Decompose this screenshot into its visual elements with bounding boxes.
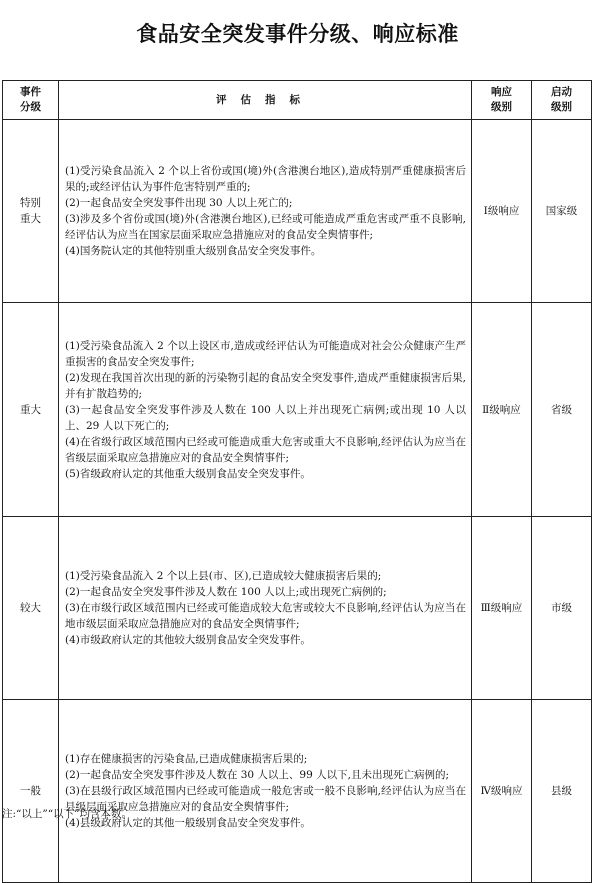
start-level-cell: 省级 — [532, 303, 592, 517]
criteria-item: (4)县级政府认定的其他一般级别食品安全突发事件。 — [65, 817, 311, 829]
criteria-cell — [59, 303, 472, 517]
event-grade-cell: 特别 重大 — [3, 120, 59, 303]
criteria-item: (3)在市级行政区域范围内已经或可能造成较大危害或较大不良影响,经评估认为应当在地市级层面采取应急措施应对的食品安全舆情事件; — [65, 602, 466, 630]
criteria-item: (2)一起食品安全突发事件涉及人数在 100 人以上;或出现死亡病例的; — [65, 586, 387, 598]
table-row — [3, 517, 592, 700]
criteria-item: (3)一起食品安全突发事件涉及人数在 100 人以上并出现死亡病例;或出现 10 人以上、29 人以下死亡的; — [65, 403, 466, 432]
table-row — [3, 700, 592, 883]
response-level-cell: Ⅲ级响应 — [472, 517, 532, 700]
response-level-cell: Ⅰ级响应 — [472, 120, 532, 303]
criteria-item: (2)发现在我国首次出现的新的污染物引起的食品安全突发事件,造成严重健康损害后果,并有扩散趋势的; — [65, 371, 466, 400]
event-grade-cell: 重大 — [3, 303, 59, 517]
criteria-item: (2)一起食品安全突发事件涉及人数在 30 人以上、99 人以下,且未出现死亡病例的; — [65, 769, 449, 781]
criteria-item: (1)存在健康损害的污染食品,已造成健康损害后果的; — [65, 753, 308, 765]
criteria-item: (4)市级政府认定的其他较大级别食品安全突发事件。 — [65, 634, 311, 646]
table-header-row — [3, 81, 592, 120]
footnote: 注:“以上”“以下”均含本数。 — [2, 808, 133, 820]
grading-table — [2, 80, 592, 883]
start-level-cell: 市级 — [532, 517, 592, 700]
criteria-cell — [59, 517, 472, 700]
criteria-item: (2)一起食品安全突发事件出现 30 人以上死亡的; — [65, 197, 293, 209]
criteria-item: (3)涉及多个省份或国(境)外(含港澳台地区),已经或可能造成严重危害或严重不良影响,经评估认为应当在国家层面采取应急措施应对的食品安全舆情事件; — [65, 213, 466, 241]
response-level-cell: Ⅳ级响应 — [472, 700, 532, 883]
criteria-item: (3)在县级行政区域范围内已经或可能造成一般危害或一般不良影响,经评估认为应当在县级层面采取应急措施应对的食品安全舆情事件; — [65, 785, 466, 813]
criteria-item: (5)省级政府认定的其他重大级别食品安全突发事件。 — [65, 467, 311, 480]
event-grade-cell: 一般 — [3, 700, 59, 883]
criteria-cell — [59, 120, 472, 303]
event-grade-cell: 较大 — [3, 517, 59, 700]
start-level-cell: 国家级 — [532, 120, 592, 303]
criteria-cell — [59, 700, 472, 883]
header-start-level: 启动 级别 — [532, 81, 592, 120]
criteria-item: (1)受污染食品流入 2 个以上设区市,造成或经评估认为可能造成对社会公众健康产生严重损害的食品安全突发事件; — [65, 339, 466, 368]
criteria-item: (4)国务院认定的其他特别重大级别食品安全突发事件。 — [65, 245, 322, 257]
header-response-level: 响应 级别 — [472, 81, 532, 120]
criteria-item: (1)受污染食品流入 2 个以上县(市、区),已造成较大健康损害后果的; — [65, 570, 382, 582]
header-event-grade: 事件 分级 — [3, 81, 59, 120]
table-row — [3, 303, 592, 517]
start-level-cell: 县级 — [532, 700, 592, 883]
page-title: 食品安全突发事件分级、响应标准 — [136, 22, 459, 46]
criteria-item: (4)在省级行政区域范围内已经或可能造成重大危害或重大不良影响,经评估认为应当在省级层面采取应急措施应对的食品安全舆情事件; — [65, 435, 466, 464]
response-level-cell: Ⅱ级响应 — [472, 303, 532, 517]
criteria-item: (1)受污染食品流入 2 个以上省份或国(境)外(含港澳台地区),造成特别严重健康损害后果的;或经评估认为事件危害特别严重的; — [65, 165, 466, 193]
table-row — [3, 120, 592, 303]
header-criteria: 评估指标 — [59, 81, 472, 120]
